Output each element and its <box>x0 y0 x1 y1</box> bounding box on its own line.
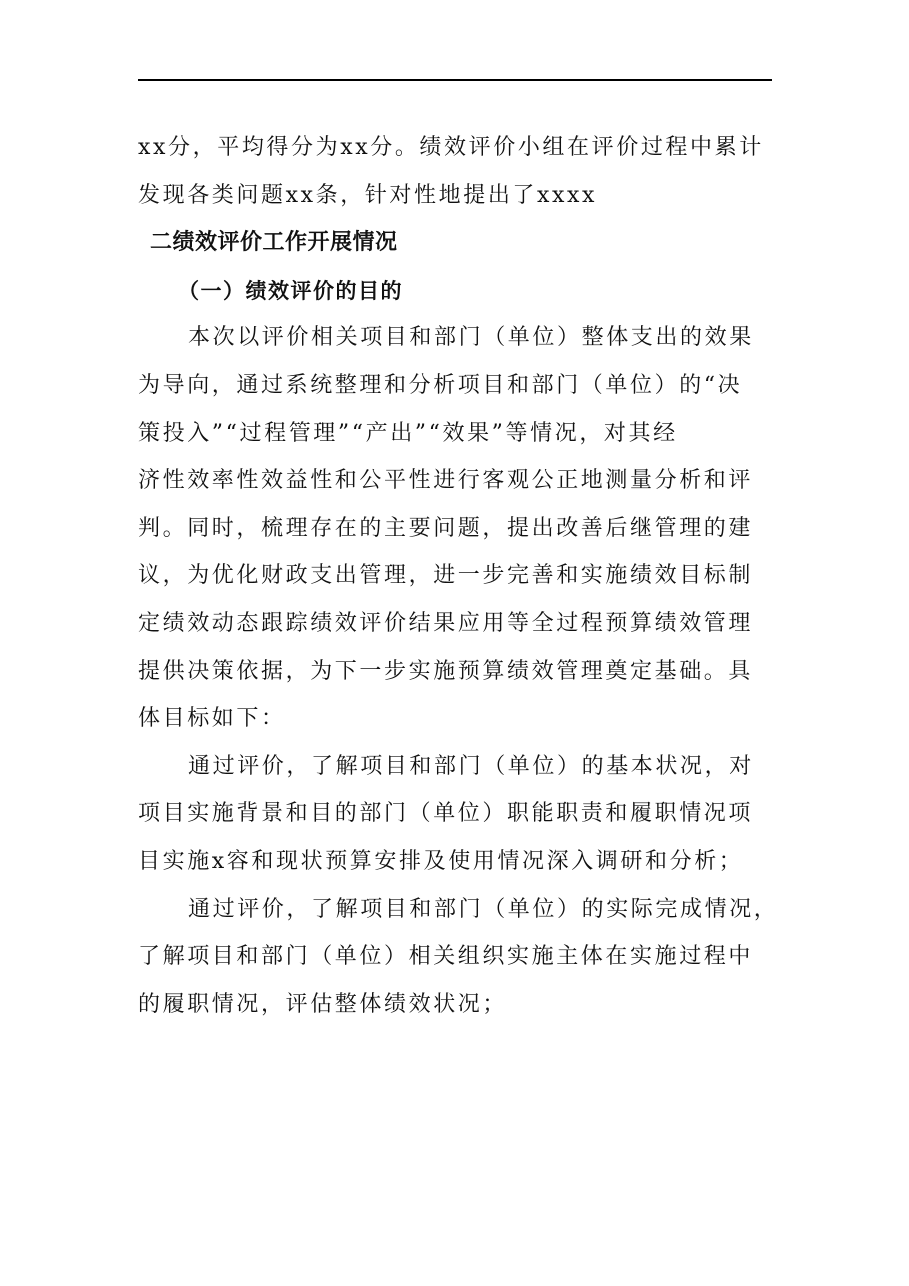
paragraph-line: 议，为优化财政支出管理，进一步完善和实施绩效目标制 <box>138 563 754 589</box>
document-body <box>138 124 778 1028</box>
paragraph-line: 目实施x容和现状预算安排及使用情况深入调研和分析； <box>138 848 744 874</box>
paragraph-line: 体目标如下： <box>138 706 286 732</box>
intro-line: 发现各类问题xx条，针对性地提出了xxxx <box>138 182 598 208</box>
paragraph-line: 了解项目和部门（单位）相关组织实施主体在实施过程中 <box>138 944 754 970</box>
paragraph-line: 策投入”“过程管理”“产出”“效果”等情况，对其经 <box>138 420 678 446</box>
paragraph-line: 通过评价，了解项目和部门（单位）的基本状况，对 <box>188 753 754 779</box>
paragraph-basic-status <box>138 743 778 886</box>
paragraph-line: 项目实施背景和目的部门（单位）职能职责和履职情况项 <box>138 801 754 827</box>
paragraph-line: 提供决策依据，为下一步实施预算绩效管理奠定基础。具 <box>138 658 754 684</box>
intro-line: xx分，平均得分为xx分。绩效评价小组在评价过程中累计 <box>138 135 764 160</box>
paragraph-line: 的履职情况，评估整体绩效状况； <box>138 991 508 1017</box>
paragraph-line: 判。同时，梳理存在的主要问题，提出改善后继管理的建 <box>138 515 754 541</box>
paragraph-completion-status <box>138 886 778 1029</box>
paragraph-line: 为导向，通过系统整理和分析项目和部门（单位）的“决 <box>138 372 743 398</box>
paragraph-line: 本次以评价相关项目和部门（单位）整体支出的效果 <box>188 325 754 351</box>
subsection-heading: （一）绩效评价的目的 <box>178 277 403 303</box>
paragraph-line: 济性效率性效益性和公平性进行客观公正地测量分析和评 <box>138 468 754 494</box>
section-heading: 二绩效评价工作开展情况 <box>150 230 398 256</box>
header-rule <box>138 79 772 81</box>
paragraph-line: 定绩效动态跟踪绩效评价结果应用等全过程预算绩效管理 <box>138 610 754 636</box>
paragraph-line: 通过评价，了解项目和部门（单位）的实际完成情况， <box>188 896 779 922</box>
paragraph-purpose <box>138 314 778 742</box>
